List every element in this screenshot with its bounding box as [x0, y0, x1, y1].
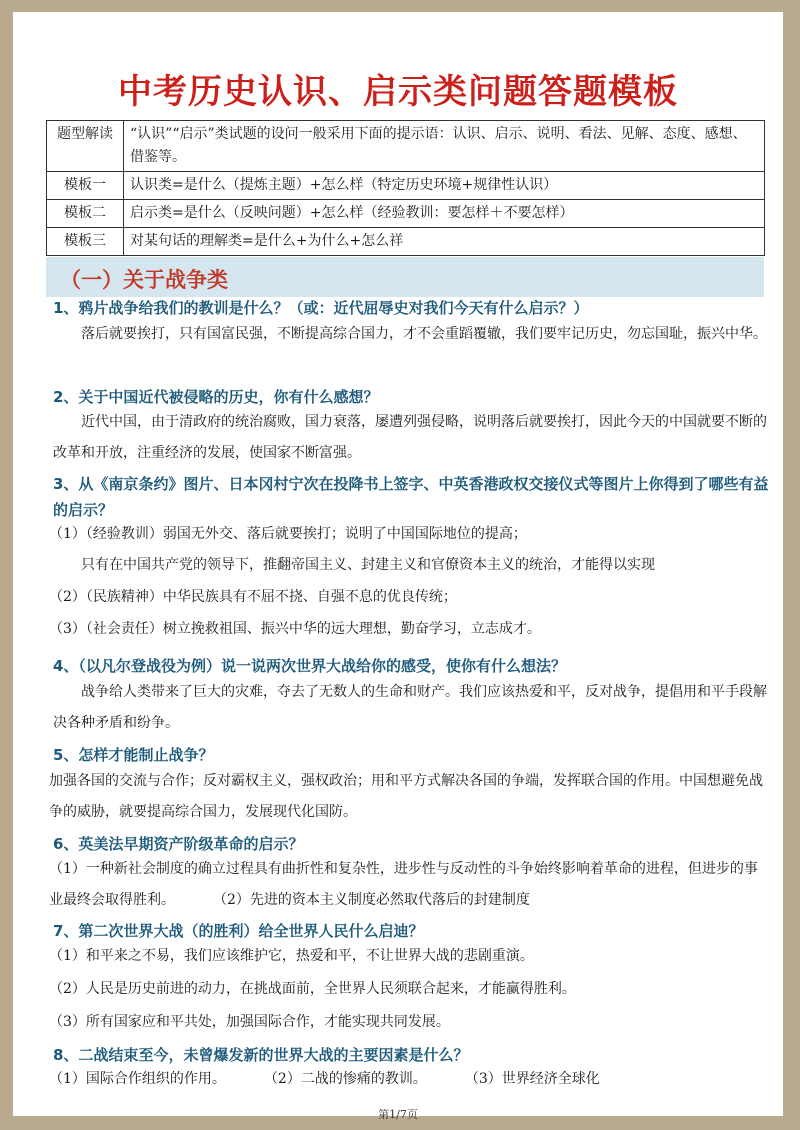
- answer-6: [49, 854, 771, 916]
- question-1: 1、鸦片战争给我们的教训是什么？（或：近代屈辱史对我们今天有什么启示？）: [53, 299, 589, 317]
- table-row: [47, 172, 765, 200]
- answer-3-line-2: 只有在中国共产党的领导下，推翻帝国主义、封建主义和官僚资本主义的统治，才能得以实现: [81, 557, 655, 573]
- section-heading: （一）关于战争类: [60, 268, 228, 292]
- table-text: 启示类=是什么（反映问题）+怎么样（经验教训：要怎样＋不要怎样）: [124, 200, 765, 228]
- table-text: 认识类=是什么（提炼主题）+怎么样（特定历史环境+规律性认识）: [124, 172, 765, 200]
- answer-2: 近代中国，由于清政府的统治腐败，国力衰落，屡遭列强侵略，说明落后就要挨打，因此今天的中国就要不断的改革和开放，注重经济的发展，使国家不断富强。: [53, 414, 767, 461]
- question-3: 3、从《南京条约》图片、日本冈村宁次在投降书上签字、中英香港政权交接仪式等图片上你得到了哪些有益的启示？: [53, 475, 769, 519]
- template-table: [46, 120, 765, 256]
- answer-7-line-2: （2）人民是历史前进的动力，在挑战面前，全世界人民须联合起来，才能赢得胜利。: [49, 981, 576, 997]
- table-text: “认识”“启示”类试题的设问一般采用下面的提示语：认识、启示、说明、看法、见解、态度、感想、借鉴等。: [124, 121, 765, 172]
- answer-3-line-3: （2）（民族精神）中华民族具有不屈不挠、自强不息的优良传统；: [49, 589, 457, 605]
- table-row: [47, 200, 765, 228]
- question-4: 4、（以凡尔登战役为例）说一说两次世界大战给你的感受，使你有什么想法？: [53, 657, 566, 675]
- question-8: 8、二战结束至今，未曾爆发新的世界大战的主要因素是什么？: [53, 1046, 469, 1064]
- question-5: 5、怎样才能制止战争？: [53, 746, 214, 764]
- answer-8: [49, 1064, 765, 1095]
- question-7: 7、第二次世界大战（的胜利）给全世界人民什么启迪？: [53, 922, 424, 940]
- answer-4: 战争给人类带来了巨大的灾难，夺去了无数人的生命和财产。我们应该热爱和平，反对战争，提倡用和平手段解决各种矛盾和纷争。: [53, 684, 767, 731]
- answer-3-line-1: （1）（经验教训）弱国无外交、落后就要挨打；说明了中国国际地位的提高；: [49, 526, 527, 542]
- answer-7-line-1: （1）和平来之不易，我们应该维护它，热爱和平，不让世界大战的悲剧重演。: [49, 948, 534, 964]
- question-6: 6、英美法早期资产阶级革命的启示？: [53, 835, 304, 853]
- answer-8-point-1: （1）国际合作组织的作用。: [49, 1071, 226, 1087]
- table-row: [47, 121, 765, 172]
- answer-1: 落后就要挨打，只有国富民强，不断提高综合国力，才不会重蹈覆辙，我们要牢记历史，勿忘国耻，振兴中华。: [81, 326, 767, 342]
- answer-8-point-2: （2）二战的惨痛的教训。: [263, 1071, 427, 1087]
- answer-6-point-1: （1）一种新社会制度的确立过程具有曲折性和复杂性，进步性与反动性的斗争始终影响着革命的进程，但进步的事业最终会取得胜利。: [49, 861, 758, 908]
- answer-5: 加强各国的交流与合作；反对霸权主义，强权政治；用和平方式解决各国的争端，发挥联合国的作用。中国想避免战争的威胁，就要提高综合国力，发展现代化国防。: [49, 773, 763, 820]
- table-text: 对某句话的理解类=是什么+为什么+怎么祥: [124, 228, 765, 256]
- document-page: [13, 12, 783, 1121]
- answer-3-line-4: （3）（社会责任）树立挽救祖国、振兴中华的远大理想，勤奋学习，立志成才。: [49, 621, 541, 637]
- answer-8-point-3: （3）世界经济全球化: [464, 1071, 600, 1087]
- table-label: 模板三: [47, 228, 124, 256]
- table-label: 模板二: [47, 200, 124, 228]
- question-2: 2、关于中国近代被侵略的历史，你有什么感想？: [53, 388, 379, 406]
- table-label: 模板一: [47, 172, 124, 200]
- table-label: 题型解读: [47, 121, 124, 172]
- table-row: [47, 228, 765, 256]
- answer-7-line-3: （3）所有国家应和平共处，加强国际合作，才能实现共同发展。: [49, 1014, 450, 1030]
- page-title: 中考历史认识、启示类问题答题模板: [118, 72, 678, 112]
- page-number: 第1/7页: [378, 1108, 418, 1121]
- section-heading-bar: [46, 257, 764, 297]
- answer-6-point-2: （2）先进的资本主义制度必然取代落后的封建制度: [213, 892, 530, 908]
